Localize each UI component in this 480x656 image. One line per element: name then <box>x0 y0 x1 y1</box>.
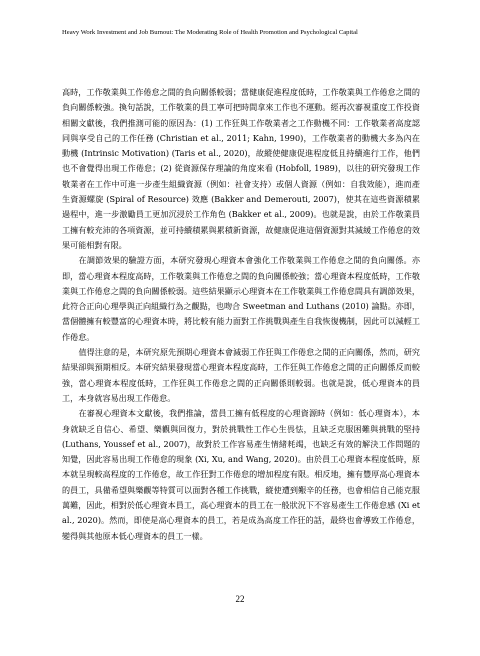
paragraph: 高時，工作敬業與工作倦怠之間的負向關係較弱；當健康促進程度低時，工作敬業與工作倦怠之間的負向關係較強。換句話說，工作敬業的員工寧可把時間拿來工作也不運動。經再次審視重度工作投資相關文獻後，我們推測可能的原因為：(1) 工作狂與工作敬業者之工作動機不同：工作敬業者高度認同與享受自己的工作任務 (Christian et al., 2011; Kahn, 1990)，工作敬業者的動機大多為內在動機 (Intrinsic Motivation) (Taris et al., 2020)，故縱使健康促進程度低且持續進行工作，他們也不會覺得出現工作倦怠；(2) 從資源保存理論的角度來看 (Hobfoll, 1989)，以往的研究發現工作敬業者在工作中可進一步產生組織資源（例如：社會支持）或個人資源（例如：自我效能），進而產生資源螺旋 (Spiral of Resource) 效應 (Bakker and Demerouti, 2007)，使其在這些資源積累過程中，進一步激勵員工更加沉浸於工作角色 (Bakker et al., 2009)。也就是說，由於工作敬業員工擁有較充沛的各項資源，並可持續積累與累積新資源，故健康促進這個資源對其減緩工作倦怠的效果可能相對有限。 <box>62 87 420 250</box>
page-number: 22 <box>235 594 245 604</box>
paragraph: 值得注意的是，本研究原先預期心理資本會減弱工作狂與工作倦怠之間的正向關係，然而，研究結果卻與預期相反。本研究結果發現當心理資本程度高時，工作狂與工作倦怠之間的正向關係反而較強，當心理資本程度低時，工作狂與工作倦怠之間的正向關係則較弱。也就是說，低心理資本的員工，本身就容易出現工作倦怠。 <box>62 347 420 403</box>
running-header-title: Heavy Work Investment and Job Burnout: The Moderating Role of Health Promotion and Psychological Capital <box>62 29 358 36</box>
running-header <box>62 28 422 37</box>
paragraph: 在審視心理資本文獻後，我們推論，當員工擁有低程度的心理資源時（例如：低心理資本），本身就缺乏自信心、希望、樂觀與回復力，對於挑戰性工作心生畏怯，且缺乏克服困難與挑戰的堅持 (Luthans, Youssef et al., 2007)，故對於工作容易產生情緒耗竭，也缺乏有效的解決工作問題的知覺，因此容易出現工作倦怠的現象 (Xi, Xu, and Wang, 2020)。由於員工心理資本程度低時，原本就呈現較高程度的工作倦怠，故工作狂對工作倦怠的增加程度有限。相反地，擁有豐厚高心理資本的員工，具備希望與樂觀等特質可以面對各種工作挑戰，縱使遭到艱辛的任務，也會相信自己能克服萬難，因此，相對於低心理資本員工，高心理資本的員工在一般狀況下不容易產生工作倦怠感 (Xi et al., 2020)。然而，即使是高心理資本的員工，若是成為高度工作狂的話，最終也會導致工作倦怠，變得與其他原本低心理資本的員工一樣。 <box>62 408 420 541</box>
body-text <box>62 85 420 544</box>
paragraph: 在調節效果的驗證方面，本研究發現心理資本會強化工作敬業與工作倦怠之間的負向關係。亦即，當心理資本程度高時，工作敬業與工作倦怠之間的負向關係較強；當心理資本程度低時，工作敬業與工作倦怠之間的負向關係較弱。這些結果顯示心理資本在工作敬業與工作倦怠間具有調節效果，此符合正向心理學與正向組織行為之觀點，也吻合 Sweetman and Luthans (2010) 論點。亦即，當個體擁有較豐富的心理資本時，將比較有能力面對工作挑戰與產生自我恢復機制，因此可以減輕工作倦怠。 <box>62 255 420 342</box>
